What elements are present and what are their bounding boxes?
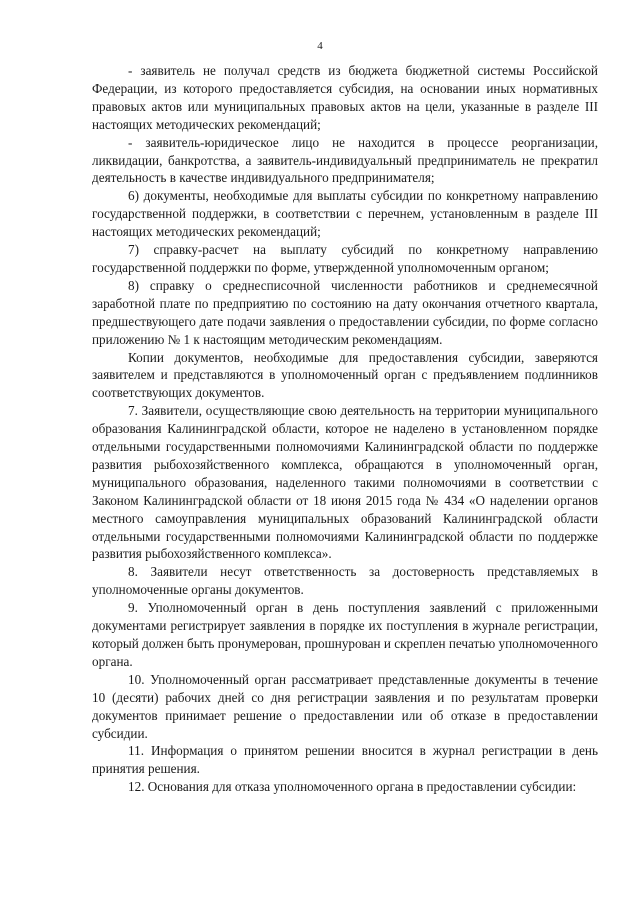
paragraph-no-reorganization: - заявитель-юридическое лицо не находится в процессе реорганизации, ликвидации, банкротства, а заявитель-индивидуальный предприниматель не прекратил деятельность в качестве индивидуального предпринимателя; — [92, 134, 598, 186]
paragraph-clause-10: 10. Уполномоченный орган рассматривает представленные документы в течение 10 (десяти) рабочих дней со дня регистрации заявления и по результатам проверки документов принимает решение о предоставлении или об отказе в предоставлении субсидии. — [92, 671, 598, 741]
paragraph-no-other-funding: - заявитель не получал средств из бюджета бюджетной системы Российской Федерации, из которого предоставляется субсидия, на основании иных нормативных правовых актов или муниципальных правовых актов на цели, указанные в разделе III настоящих методических рекомендаций; — [92, 63, 598, 132]
paragraph-clause-12: 12. Основания для отказа уполномоченного органа в предоставлении субсидии: — [128, 779, 577, 795]
page-number: 4 — [317, 40, 323, 52]
paragraph-item-8: 8) справку о среднесписочной численности работников и среднемесячной заработной плате по предприятию по состоянию на дату окончания отчетного квартала, предшествующего дате подачи заявления о предоставлении субсидии, по форме согласно приложению № 1 к настоящим методическим рекомендациям. — [92, 277, 598, 347]
paragraph-item-6: 6) документы, необходимые для выплаты субсидии по конкретному направлению государственной поддержки, в соответствии с перечнем, установленным в разделе III настоящих методических рекомендаций; — [92, 188, 598, 240]
paragraph-document-copies: Копии документов, необходимые для предоставления субсидии, заверяются заявителем и представляются в уполномоченный орган с предъявлением подлинников соответствующих документов. — [92, 349, 598, 401]
paragraph-clause-9: 9. Уполномоченный орган в день поступления заявлений с приложенными документами регистрирует заявления в порядке их поступления в журнале регистрации, который должен быть пронумерован, прошнурован и скреплен печатью уполномоченного органа. — [92, 600, 598, 669]
paragraph-clause-11: 11. Информация о принятом решении вносится в журнал регистрации в день принятия решения. — [92, 743, 598, 777]
paragraph-clause-7: 7. Заявители, осуществляющие свою деятельность на территории муниципального образования Калининградской области, которое не наделено в установленном порядке отдельными государственными полномочиями Калининградской области по поддержке развития рыбохозяйственного комплекса, обращаются в уполномоченный орган, муниципального образования, наделенного такими полномочиями в соответствии с Законом Калининградской области от 18 июня 2015 года № 434 «О наделении органов местного самоуправления муниципальных образований Калининградской области отдельными государственными полномочиями Калининградской области по поддержке развития рыбохозяйственного комплекса». — [92, 403, 598, 562]
paragraph-clause-8: 8. Заявители несут ответственность за достоверность представляемых в уполномоченные органы документов. — [92, 564, 598, 598]
paragraph-item-7: 7) справку-расчет на выплату субсидий по конкретному направлению государственной поддержки по форме, утвержденной уполномоченным органом; — [92, 242, 598, 275]
document-body — [92, 62, 598, 796]
